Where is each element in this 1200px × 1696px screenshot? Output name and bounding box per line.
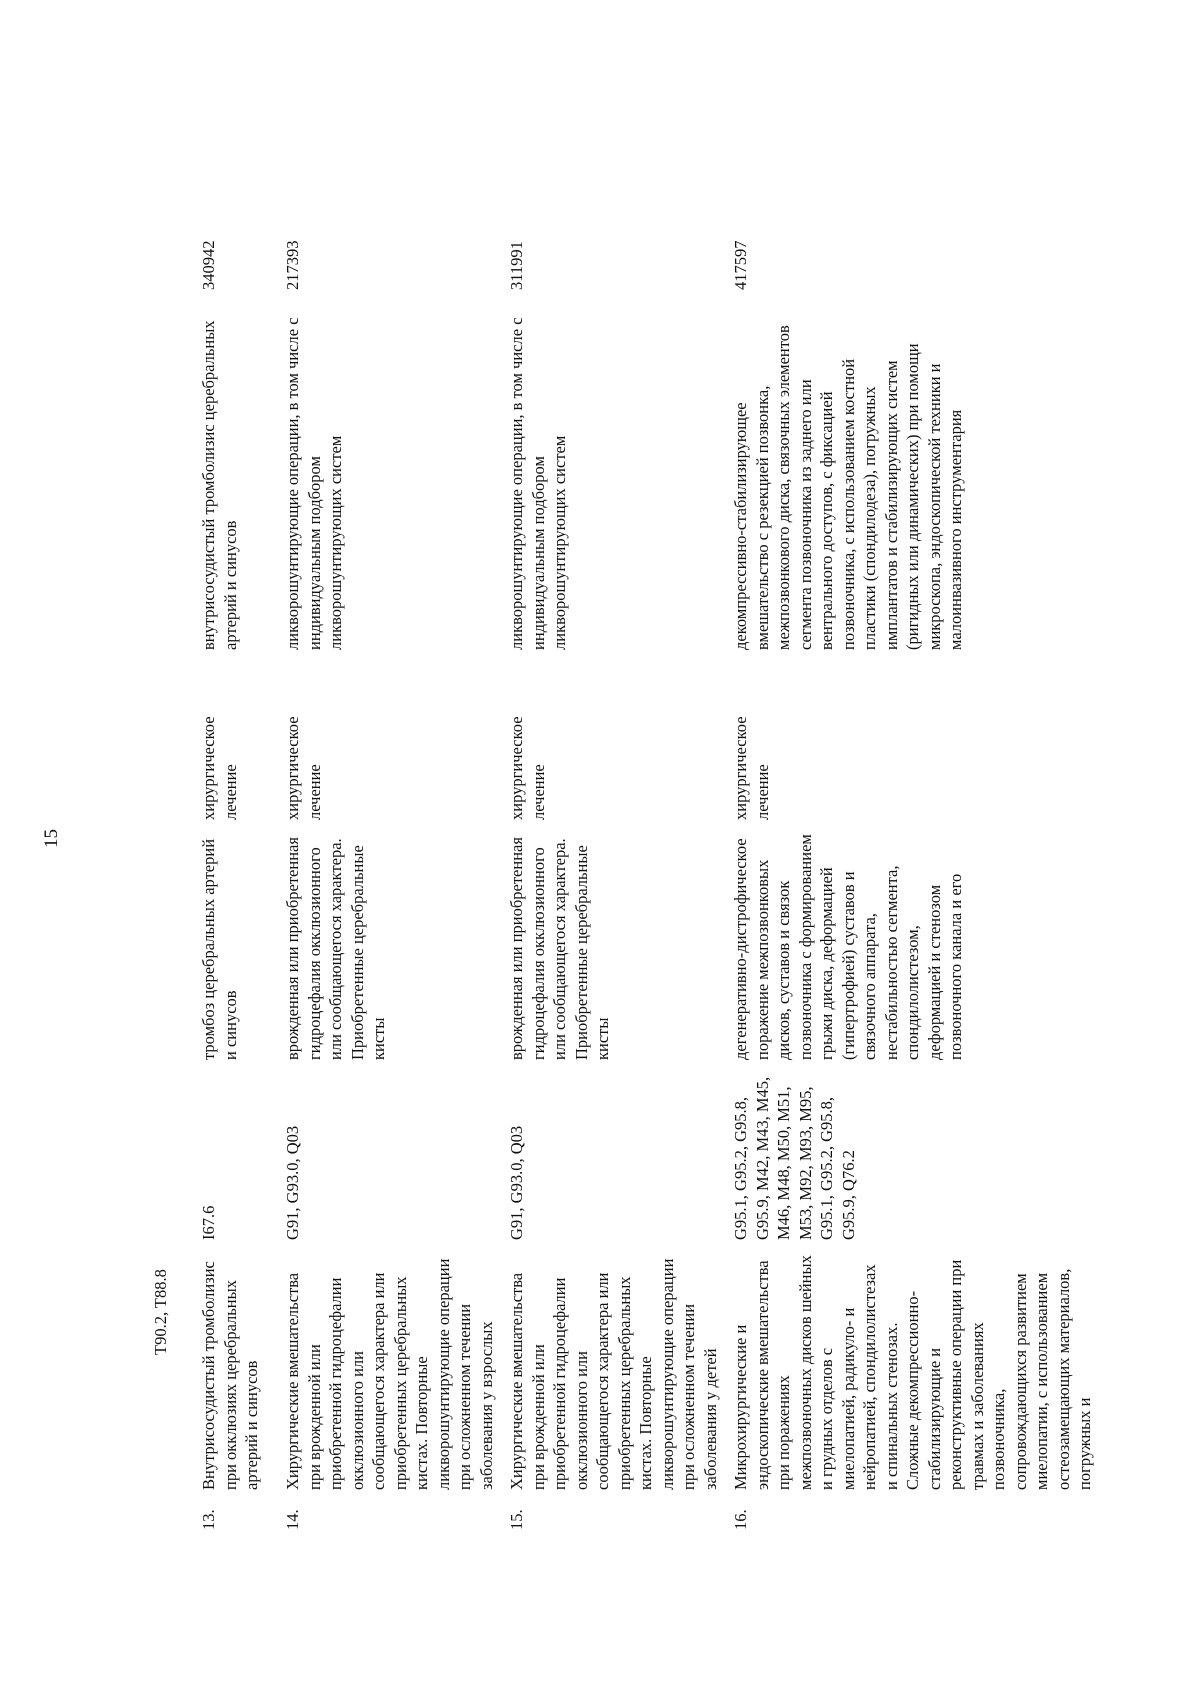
cell-row-number: 15. <box>507 1509 526 1530</box>
cell-treatment-method: ликворошунтирующие операции, в том числе с индивидуальным подбором ликворошунтирующих систем <box>283 317 345 650</box>
cell-icd-code: G95.1, G95.2, G95.8, G95.9, M42, M43, M45, M46, M48, M50, M51, M53, M92, M93, M95, G95.1, G95.2, G95.8, G95.9, Q76.2 <box>731 1076 858 1240</box>
cell-patient-model: врожденная или приобретенная гидроцефалия окклюзионного или сообщающегося характера. Приобретенные церебральные кисты <box>507 837 612 1060</box>
cell-care-type: Хирургические вмешательства при врожденной или приобретенной гидроцефалии окклюзионного или сообщающегося характера или приобретенных церебральных кистах. Повторные ликворошунтирующие операции при осложненном течении заболевания у детей <box>507 1258 720 1490</box>
cell-treatment-type: хирургическое лечение <box>507 716 548 820</box>
cell-cost-norm: 340942 <box>199 240 218 290</box>
cell-care-type: Хирургические вмешательства при врожденной или приобретенной гидроцефалии окклюзионного или сообщающегося характера или приобретенных церебральных кистах. Повторные ликворошунтирующие операции при осложненном течении заболевания у взрослых <box>283 1258 496 1490</box>
cell-patient-model: тромбоз церебральных артерий и синусов <box>199 838 240 1060</box>
cell-care-type: Внутрисосудистый тромболизис при окклюзиях церебральных артерий и синусов <box>199 1261 261 1490</box>
cell-treatment-type: хирургическое лечение <box>731 716 772 820</box>
cell-treatment-method: декомпрессивно-стабилизирующее вмешательство с резекцией позвонка, межпозвонкового диска, связочных элементов сегмента позвоночника из заднего или вентрального доступов, с фиксацией позвоночника, с использованием костной пластики (спондилодеза), погружных имплантатов и стабилизирующих систем (ригидных или динамических) при помощи микроскопа, эндоскопической техники и малоинвазивного инструментария <box>731 325 965 650</box>
cell-patient-model: дегенеративно-дистрофическое поражение межпозвонковых дисков, суставов и связок позвоночника с формированием грыжи диска, деформацией (гипертрофией) суставов и связочного аппарата, нестабильностью сегмента, спондилолистезом, деформацией и стенозом позвоночного канала и его <box>731 834 965 1060</box>
cell-icd-code: G91, G93.0, Q03 <box>283 1125 302 1240</box>
cell-cost-norm: 417597 <box>731 240 750 290</box>
cell-treatment-method: ликворошунтирующие операции, в том числе с индивидуальным подбором ликворошунтирующих систем <box>507 317 569 650</box>
table-row-continuation <box>150 110 198 1530</box>
cell-row-number: 14. <box>283 1509 302 1530</box>
cell-icd-code: T90.2, T88.8 <box>151 1269 170 1355</box>
table-row <box>198 110 282 1530</box>
cell-icd-code: I67.6 <box>199 1205 218 1240</box>
cell-row-number: 16. <box>731 1509 750 1530</box>
cell-patient-model: врожденная или приобретенная гидроцефалия окклюзионного или сообщающегося характера. Приобретенные церебральные кисты <box>283 837 388 1060</box>
page-number: 15 <box>41 829 62 848</box>
cell-care-type: Микрохирургические и эндоскопические вмешательства при поражениях межпозвоночных дисков шейных и грудных отделов с миелопатией, радикуло- и нейропатией, спондилолистезах и спинальных стенозах. Сложные декомпрессионно-стабилизирующие и реконструктивные операции при травмах и заболеваниях позвоночника, сопровождающихся развитием миелопатии, с использованием остеозамещающих материалов, погружных и <box>731 1255 1094 1490</box>
table-row <box>282 110 506 1530</box>
table-row <box>730 110 1094 1530</box>
cell-treatment-method: внутрисосудистый тромболизис церебральных артерий и синусов <box>199 320 240 650</box>
cell-treatment-type: хирургическое лечение <box>283 716 324 820</box>
cell-cost-norm: 217393 <box>283 240 302 290</box>
table-row <box>506 110 730 1530</box>
cell-icd-code: G91, G93.0, Q03 <box>507 1125 526 1240</box>
cell-cost-norm: 311991 <box>507 241 526 290</box>
cell-row-number: 13. <box>199 1509 218 1530</box>
cell-treatment-type: хирургическое лечение <box>199 716 240 820</box>
medical-care-table <box>150 110 1094 1530</box>
